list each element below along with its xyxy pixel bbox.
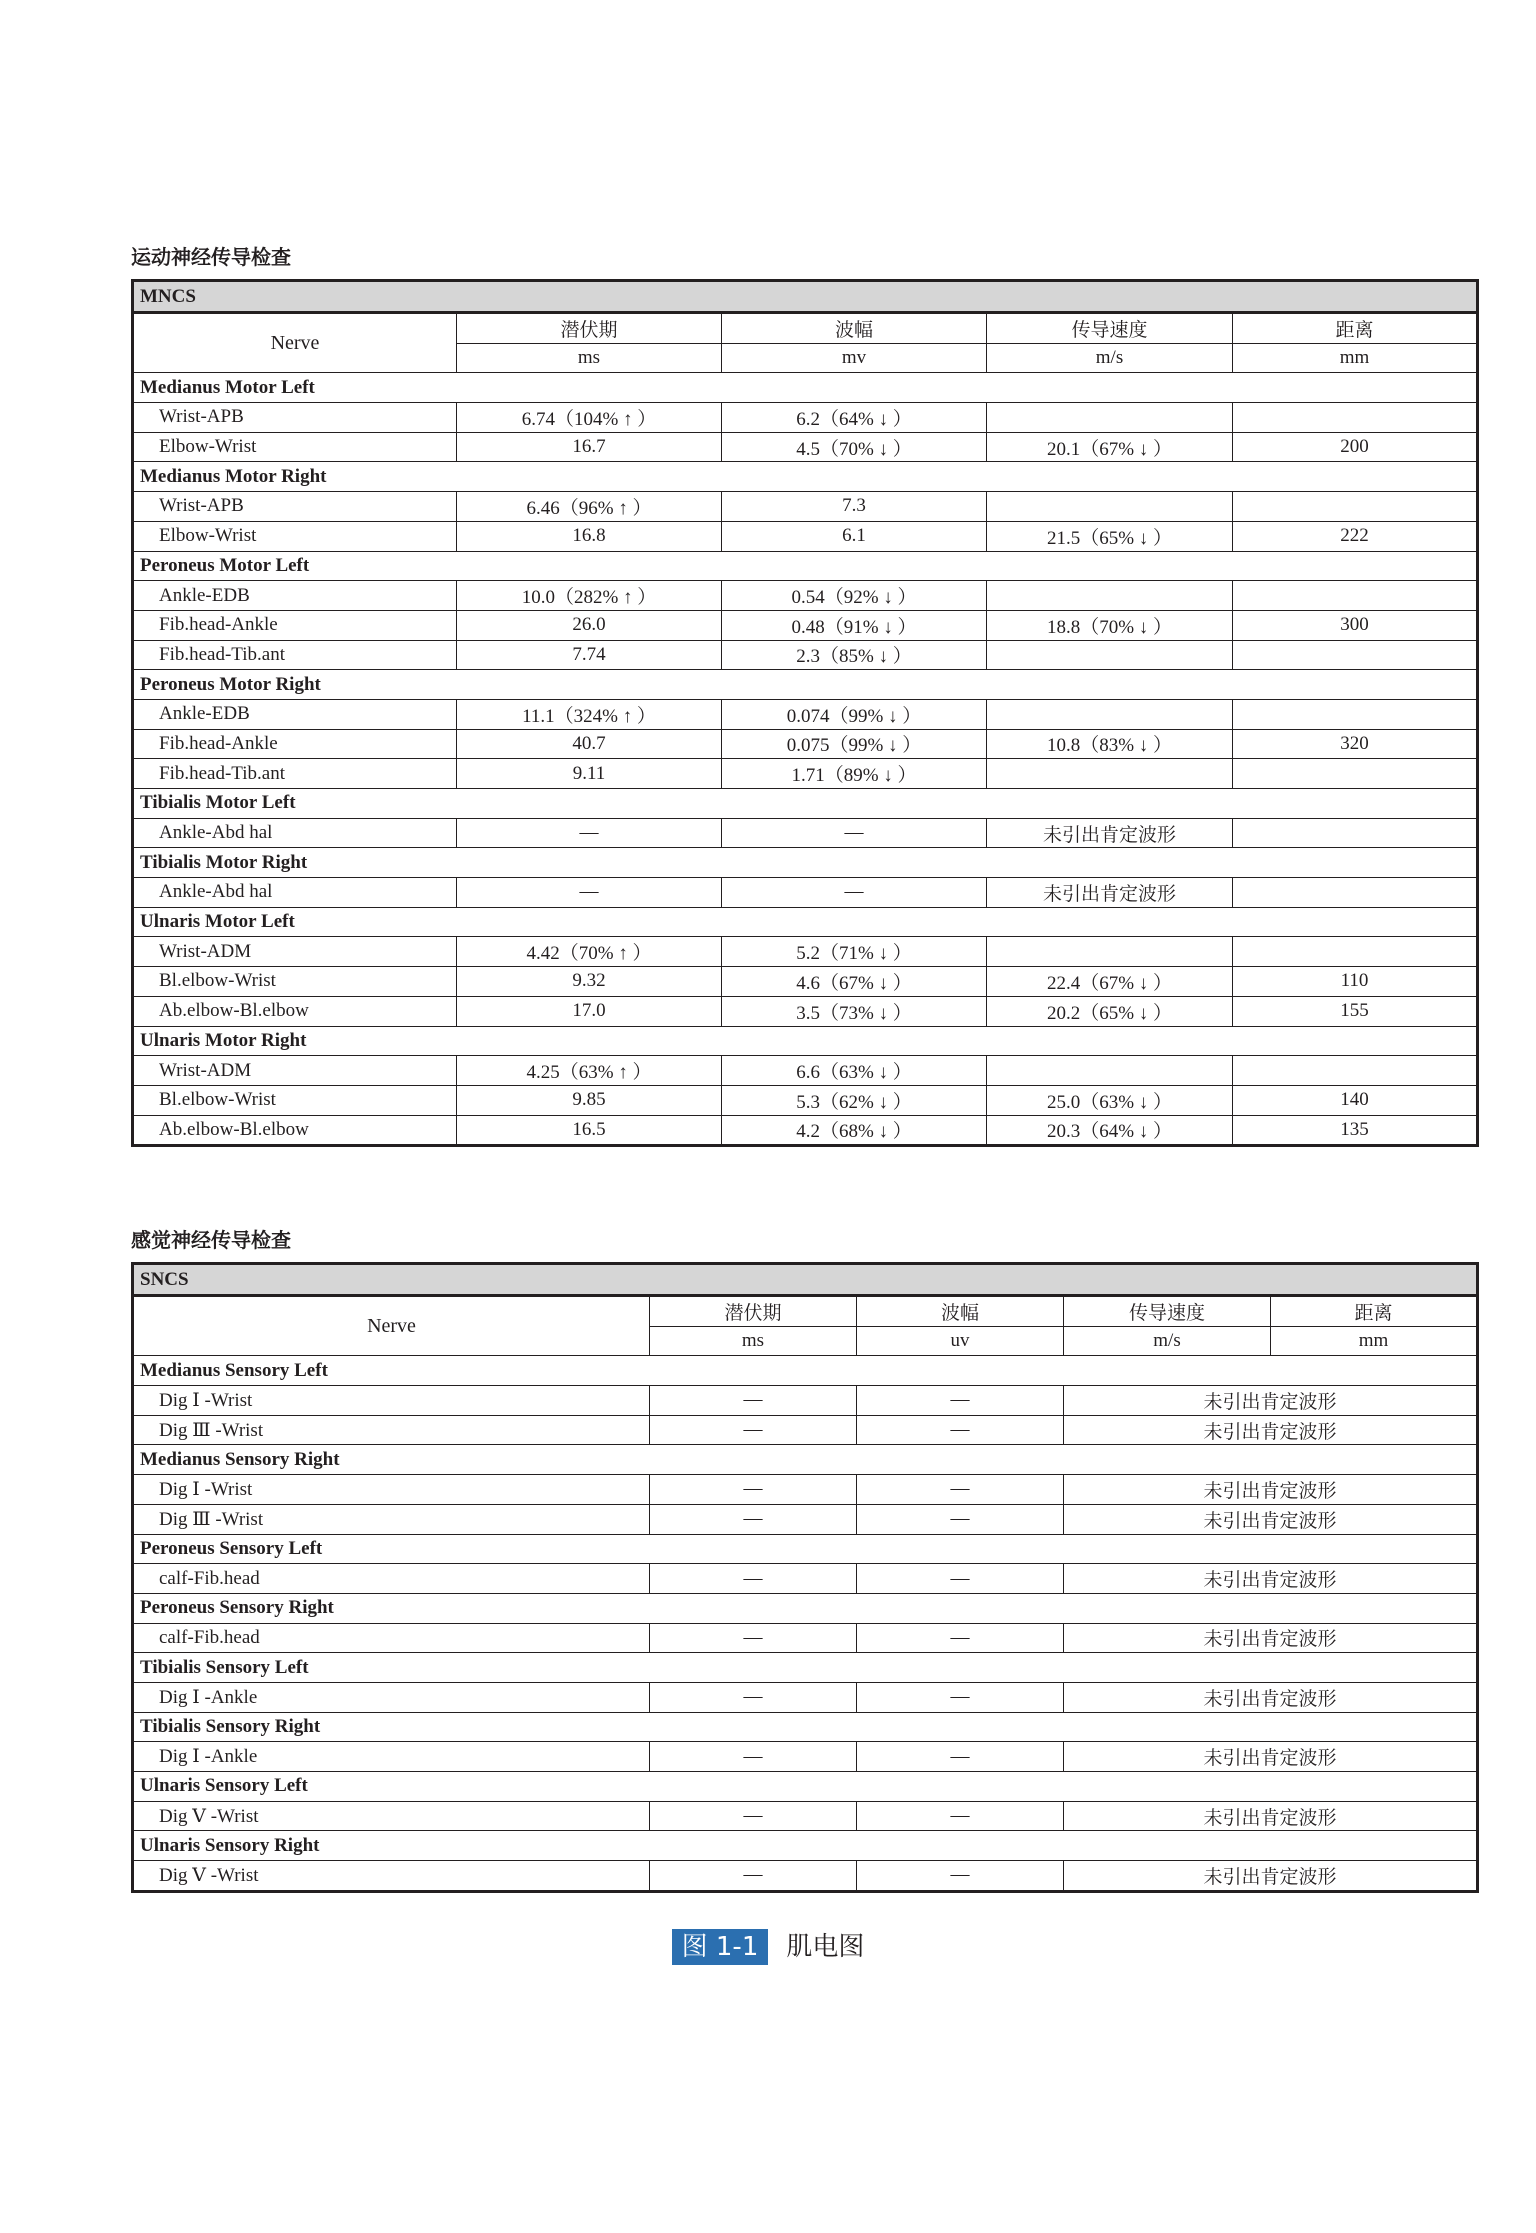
stimulation-site: Dig Ⅰ -Wrist (133, 1386, 650, 1416)
stimulation-site: Dig Ⅲ -Wrist (133, 1504, 650, 1534)
amplitude-value: 0.48（91% ↓ ） (722, 610, 987, 640)
velocity-value: 未引出肯定波形 (987, 818, 1233, 848)
amplitude-value: — (857, 1861, 1064, 1892)
latency-value: — (650, 1475, 857, 1505)
sensory-section-title: 感觉神经传导检查 (131, 1230, 291, 1252)
stimulation-site: Wrist-APB (133, 492, 457, 522)
distance-value (1233, 403, 1478, 433)
nerve-group-name: Peroneus Sensory Left (133, 1534, 1478, 1564)
latency-value: — (650, 1386, 857, 1416)
table-row (133, 878, 1478, 908)
result-value: 未引出肯定波形 (1064, 1504, 1478, 1534)
stimulation-site: calf-Fib.head (133, 1564, 650, 1594)
velocity-value: 22.4（67% ↓ ） (987, 967, 1233, 997)
table-row (133, 1115, 1478, 1146)
amplitude-value: 1.71（89% ↓ ） (722, 759, 987, 789)
velocity-unit: m/s (1064, 1326, 1271, 1356)
velocity-value: 未引出肯定波形 (987, 878, 1233, 908)
velocity-value: 25.0（63% ↓ ） (987, 1085, 1233, 1115)
stimulation-site: Ankle-Abd hal (133, 878, 457, 908)
table-row (133, 492, 1478, 522)
amplitude-value: — (857, 1801, 1064, 1831)
amplitude-value: — (722, 818, 987, 848)
latency-value: — (650, 1682, 857, 1712)
amplitude-value: — (857, 1564, 1064, 1594)
nerve-group-name: Tibialis Sensory Right (133, 1712, 1478, 1742)
latency-value: 9.11 (457, 759, 722, 789)
nerve-group-row (133, 1593, 1478, 1623)
latency-value: — (650, 1623, 857, 1653)
latency-value: — (457, 878, 722, 908)
latency-unit: ms (650, 1326, 857, 1356)
latency-value: — (650, 1504, 857, 1534)
amplitude-value: — (857, 1742, 1064, 1772)
sensory-nerve-table (131, 1262, 1479, 1893)
stimulation-site: Ankle-EDB (133, 699, 457, 729)
result-value: 未引出肯定波形 (1064, 1475, 1478, 1505)
latency-value: — (650, 1742, 857, 1772)
amplitude-value: 0.074（99% ↓ ） (722, 699, 987, 729)
nerve-group-name: Tibialis Motor Right (133, 848, 1478, 878)
distance-value (1233, 818, 1478, 848)
distance-value: 110 (1233, 967, 1478, 997)
latency-value: 10.0（282% ↑ ） (457, 581, 722, 611)
stimulation-site: Dig Ⅲ -Wrist (133, 1415, 650, 1445)
latency-value: 17.0 (457, 996, 722, 1026)
result-value: 未引出肯定波形 (1064, 1415, 1478, 1445)
distance-column-header: 距离 (1233, 313, 1478, 344)
table-row (133, 1682, 1478, 1712)
amplitude-column-header: 波幅 (857, 1296, 1064, 1327)
table-row (133, 729, 1478, 759)
velocity-column-header: 传导速度 (1064, 1296, 1271, 1327)
table-row (133, 403, 1478, 433)
distance-value: 222 (1233, 521, 1478, 551)
nerve-group-name: Ulnaris Motor Left (133, 907, 1478, 937)
latency-value: — (650, 1564, 857, 1594)
table-row (133, 759, 1478, 789)
distance-value (1233, 878, 1478, 908)
latency-value: — (457, 818, 722, 848)
result-value: 未引出肯定波形 (1064, 1801, 1478, 1831)
velocity-value: 20.2（65% ↓ ） (987, 996, 1233, 1026)
amplitude-value: 4.2（68% ↓ ） (722, 1115, 987, 1146)
latency-value: — (650, 1861, 857, 1892)
amplitude-value: 7.3 (722, 492, 987, 522)
nerve-group-name: Peroneus Motor Left (133, 551, 1478, 581)
stimulation-site: calf-Fib.head (133, 1623, 650, 1653)
velocity-value (987, 581, 1233, 611)
figure-title: 肌电图 (786, 1932, 865, 1962)
stimulation-site: Elbow-Wrist (133, 521, 457, 551)
stimulation-site: Wrist-APB (133, 403, 457, 433)
sncs-banner: SNCS (133, 1264, 1478, 1296)
velocity-unit: m/s (987, 343, 1233, 373)
distance-value (1233, 1056, 1478, 1086)
figure-number: 图 1-1 (672, 1929, 769, 1965)
distance-value (1233, 492, 1478, 522)
nerve-group-row (133, 670, 1478, 700)
amplitude-value: — (722, 878, 987, 908)
distance-unit: mm (1233, 343, 1478, 373)
latency-value: 9.85 (457, 1085, 722, 1115)
result-value: 未引出肯定波形 (1064, 1623, 1478, 1653)
nerve-group-row (133, 1445, 1478, 1475)
table-row (133, 1056, 1478, 1086)
nerve-group-row (133, 1356, 1478, 1386)
table-row (133, 1742, 1478, 1772)
table-row (133, 1564, 1478, 1594)
motor-section-title: 运动神经传导检查 (131, 247, 291, 269)
distance-value: 200 (1233, 432, 1478, 462)
nerve-group-row (133, 1831, 1478, 1861)
velocity-value (987, 759, 1233, 789)
amplitude-value: — (857, 1623, 1064, 1653)
table-row (133, 1085, 1478, 1115)
nerve-group-name: Ulnaris Sensory Right (133, 1831, 1478, 1861)
amplitude-value: 6.6（63% ↓ ） (722, 1056, 987, 1086)
amplitude-value: 6.1 (722, 521, 987, 551)
amplitude-column-header: 波幅 (722, 313, 987, 344)
table-row (133, 1386, 1478, 1416)
latency-value: 6.74（104% ↑ ） (457, 403, 722, 433)
stimulation-site: Dig Ⅰ -Wrist (133, 1475, 650, 1505)
latency-column-header: 潜伏期 (457, 313, 722, 344)
latency-unit: ms (457, 343, 722, 373)
nerve-group-row (133, 848, 1478, 878)
table-row (133, 818, 1478, 848)
nerve-group-row (133, 551, 1478, 581)
latency-value: 4.42（70% ↑ ） (457, 937, 722, 967)
nerve-group-row (133, 1534, 1478, 1564)
nerve-group-row (133, 1712, 1478, 1742)
distance-value (1233, 937, 1478, 967)
table-row (133, 1801, 1478, 1831)
table-row (133, 610, 1478, 640)
velocity-value (987, 403, 1233, 433)
nerve-group-row (133, 1772, 1478, 1802)
amplitude-value: 5.2（71% ↓ ） (722, 937, 987, 967)
latency-value: 16.5 (457, 1115, 722, 1146)
nerve-group-row (133, 462, 1478, 492)
nerve-group-name: Ulnaris Sensory Left (133, 1772, 1478, 1802)
distance-value: 300 (1233, 610, 1478, 640)
stimulation-site: Ankle-EDB (133, 581, 457, 611)
stimulation-site: Ab.elbow-Bl.elbow (133, 1115, 457, 1146)
stimulation-site: Wrist-ADM (133, 1056, 457, 1086)
stimulation-site: Elbow-Wrist (133, 432, 457, 462)
nerve-group-row (133, 789, 1478, 819)
nerve-group-row (133, 373, 1478, 403)
latency-value: 16.8 (457, 521, 722, 551)
velocity-value: 21.5（65% ↓ ） (987, 521, 1233, 551)
stimulation-site: Ankle-Abd hal (133, 818, 457, 848)
amplitude-value: 0.54（92% ↓ ） (722, 581, 987, 611)
stimulation-site: Fib.head-Ankle (133, 729, 457, 759)
amplitude-value: — (857, 1475, 1064, 1505)
nerve-group-name: Peroneus Motor Right (133, 670, 1478, 700)
latency-value: 40.7 (457, 729, 722, 759)
latency-value: 9.32 (457, 967, 722, 997)
nerve-group-name: Tibialis Motor Left (133, 789, 1478, 819)
table-row (133, 432, 1478, 462)
latency-value: — (650, 1801, 857, 1831)
velocity-value (987, 699, 1233, 729)
table-row (133, 1475, 1478, 1505)
latency-value: 11.1（324% ↑ ） (457, 699, 722, 729)
result-value: 未引出肯定波形 (1064, 1386, 1478, 1416)
table-row (133, 640, 1478, 670)
table-row (133, 1623, 1478, 1653)
distance-value (1233, 581, 1478, 611)
latency-value: 6.46（96% ↑ ） (457, 492, 722, 522)
nerve-column-header: Nerve (133, 1296, 650, 1356)
nerve-group-name: Peroneus Sensory Right (133, 1593, 1478, 1623)
amplitude-value: — (857, 1682, 1064, 1712)
nerve-group-name: Medianus Motor Left (133, 373, 1478, 403)
table-row (133, 937, 1478, 967)
latency-value: 26.0 (457, 610, 722, 640)
nerve-group-row (133, 1653, 1478, 1683)
latency-value: 7.74 (457, 640, 722, 670)
table-row (133, 1415, 1478, 1445)
motor-nerve-table (131, 279, 1479, 1147)
table-row (133, 1504, 1478, 1534)
distance-value: 140 (1233, 1085, 1478, 1115)
stimulation-site: Fib.head-Tib.ant (133, 759, 457, 789)
amplitude-value: — (857, 1415, 1064, 1445)
latency-value: 16.7 (457, 432, 722, 462)
stimulation-site: Ab.elbow-Bl.elbow (133, 996, 457, 1026)
result-value: 未引出肯定波形 (1064, 1564, 1478, 1594)
latency-value: 4.25（63% ↑ ） (457, 1056, 722, 1086)
distance-unit: mm (1271, 1326, 1478, 1356)
table-row (133, 521, 1478, 551)
amplitude-value: 2.3（85% ↓ ） (722, 640, 987, 670)
stimulation-site: Bl.elbow-Wrist (133, 1085, 457, 1115)
nerve-group-name: Medianus Sensory Right (133, 1445, 1478, 1475)
latency-column-header: 潜伏期 (650, 1296, 857, 1327)
velocity-value: 18.8（70% ↓ ） (987, 610, 1233, 640)
amplitude-value: 4.6（67% ↓ ） (722, 967, 987, 997)
velocity-value (987, 1056, 1233, 1086)
amplitude-value: 6.2（64% ↓ ） (722, 403, 987, 433)
distance-value: 135 (1233, 1115, 1478, 1146)
distance-value (1233, 699, 1478, 729)
velocity-column-header: 传导速度 (987, 313, 1233, 344)
table-row (133, 581, 1478, 611)
velocity-value (987, 492, 1233, 522)
result-value: 未引出肯定波形 (1064, 1861, 1478, 1892)
latency-value: — (650, 1415, 857, 1445)
velocity-value (987, 937, 1233, 967)
result-value: 未引出肯定波形 (1064, 1682, 1478, 1712)
table-row (133, 996, 1478, 1026)
amplitude-unit: uv (857, 1326, 1064, 1356)
stimulation-site: Dig Ⅴ -Wrist (133, 1801, 650, 1831)
stimulation-site: Fib.head-Tib.ant (133, 640, 457, 670)
amplitude-value: — (857, 1386, 1064, 1416)
amplitude-value: 4.5（70% ↓ ） (722, 432, 987, 462)
nerve-group-name: Medianus Sensory Left (133, 1356, 1478, 1386)
nerve-group-name: Tibialis Sensory Left (133, 1653, 1478, 1683)
table-row (133, 1861, 1478, 1892)
stimulation-site: Dig Ⅰ -Ankle (133, 1742, 650, 1772)
velocity-value: 20.3（64% ↓ ） (987, 1115, 1233, 1146)
amplitude-unit: mv (722, 343, 987, 373)
stimulation-site: Wrist-ADM (133, 937, 457, 967)
figure-caption (0, 1929, 1536, 1965)
result-value: 未引出肯定波形 (1064, 1742, 1478, 1772)
stimulation-site: Dig Ⅴ -Wrist (133, 1861, 650, 1892)
stimulation-site: Fib.head-Ankle (133, 610, 457, 640)
stimulation-site: Dig Ⅰ -Ankle (133, 1682, 650, 1712)
distance-value: 320 (1233, 729, 1478, 759)
distance-value: 155 (1233, 996, 1478, 1026)
distance-value (1233, 759, 1478, 789)
nerve-group-name: Ulnaris Motor Right (133, 1026, 1478, 1056)
amplitude-value: 5.3（62% ↓ ） (722, 1085, 987, 1115)
velocity-value: 20.1（67% ↓ ） (987, 432, 1233, 462)
velocity-value (987, 640, 1233, 670)
table-row (133, 699, 1478, 729)
nerve-column-header: Nerve (133, 313, 457, 373)
velocity-value: 10.8（83% ↓ ） (987, 729, 1233, 759)
amplitude-value: 3.5（73% ↓ ） (722, 996, 987, 1026)
mncs-banner: MNCS (133, 281, 1478, 313)
nerve-group-name: Medianus Motor Right (133, 462, 1478, 492)
amplitude-value: — (857, 1504, 1064, 1534)
stimulation-site: Bl.elbow-Wrist (133, 967, 457, 997)
nerve-group-row (133, 907, 1478, 937)
distance-column-header: 距离 (1271, 1296, 1478, 1327)
amplitude-value: 0.075（99% ↓ ） (722, 729, 987, 759)
table-row (133, 967, 1478, 997)
distance-value (1233, 640, 1478, 670)
nerve-group-row (133, 1026, 1478, 1056)
